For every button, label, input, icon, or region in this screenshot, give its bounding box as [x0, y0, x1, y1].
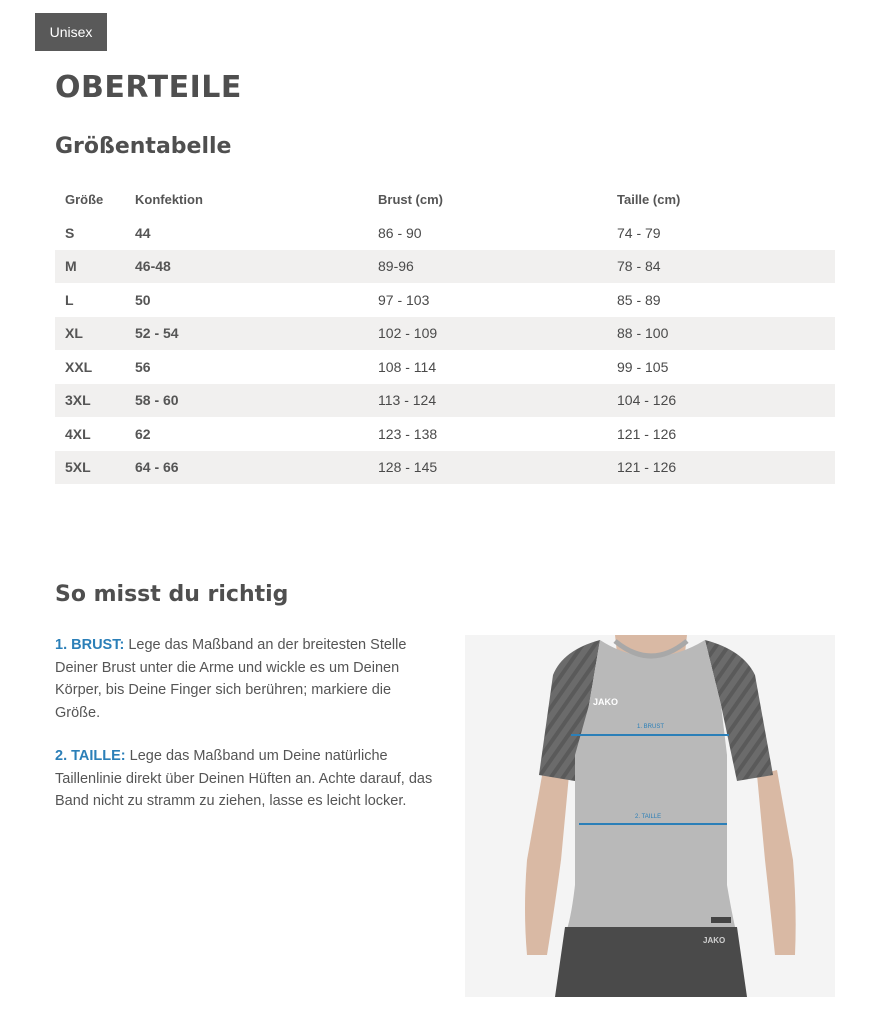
cell-konfektion: 56 [135, 358, 151, 375]
cell-brust: 108 - 114 [378, 358, 437, 375]
table-row [55, 384, 835, 418]
page-title: OBERTEILE [55, 70, 242, 105]
hem-tag [711, 917, 731, 923]
measurement-photo [465, 635, 835, 997]
cell-brust: 113 - 124 [368, 384, 607, 418]
table-row [55, 216, 835, 250]
column-header-size: Größe [65, 192, 104, 207]
cell-konfektion: 64 - 66 [125, 451, 368, 485]
cell-konfektion: 62 [135, 425, 151, 442]
cell-taille: 99 - 105 [617, 358, 669, 375]
size-table [55, 183, 835, 484]
table-row [55, 250, 835, 284]
taille-instruction [55, 745, 435, 813]
table-row [55, 317, 835, 351]
brust-line-label: 1. BRUST [637, 724, 665, 730]
taille-line-label: 2. TAILLE [635, 814, 662, 820]
cell-size: XL [55, 317, 125, 351]
size-table-title: Größentabelle [55, 134, 232, 159]
brust-label: 1. BRUST: [55, 637, 125, 653]
cell-taille: 78 - 84 [607, 250, 835, 284]
column-header-taille: Taille (cm) [617, 192, 681, 207]
cell-brust: 97 - 103 [378, 291, 430, 308]
cell-konfektion: 44 [135, 224, 151, 241]
table-header-row [55, 183, 835, 216]
unisex-tab[interactable]: Unisex [35, 13, 107, 51]
cell-taille: 88 - 100 [607, 317, 835, 351]
table-row [55, 350, 835, 384]
cell-brust: 128 - 145 [368, 451, 607, 485]
table-row [55, 451, 835, 485]
chest-brand: JAKO [593, 697, 619, 707]
shirt-illustration [465, 635, 835, 997]
cell-taille: 121 - 126 [607, 451, 835, 485]
measure-title: So misst du richtig [55, 582, 289, 607]
shorts-brand: JAKO [703, 936, 726, 945]
cell-taille: 121 - 126 [617, 425, 677, 442]
cell-brust: 123 - 138 [378, 425, 438, 442]
cell-brust: 86 - 90 [378, 224, 422, 241]
table-row [55, 417, 835, 451]
cell-konfektion: 52 - 54 [125, 317, 368, 351]
cell-size: M [55, 250, 125, 284]
cell-konfektion: 46-48 [125, 250, 368, 284]
cell-taille: 74 - 79 [617, 224, 661, 241]
taille-text: Lege das Maßband um Deine natürliche Taillenlinie direkt über Deinen Hüften an. Achte darauf, das Band nicht zu stramm zu ziehen, lasse es leicht locker. [55, 748, 433, 809]
cell-size: 3XL [55, 384, 125, 418]
cell-size: S [65, 224, 75, 241]
brust-instruction [55, 634, 435, 724]
table-row [55, 283, 835, 317]
cell-size: L [65, 291, 74, 308]
cell-taille: 85 - 89 [617, 291, 661, 308]
cell-brust: 102 - 109 [368, 317, 607, 351]
column-header-konfektion: Konfektion [135, 192, 203, 207]
cell-size: XXL [65, 358, 93, 375]
column-header-brust: Brust (cm) [378, 192, 444, 207]
cell-size: 4XL [65, 425, 91, 442]
cell-brust: 89-96 [368, 250, 607, 284]
cell-size: 5XL [55, 451, 125, 485]
cell-konfektion: 50 [135, 291, 151, 308]
taille-label: 2. TAILLE: [55, 748, 126, 764]
cell-taille: 104 - 126 [607, 384, 835, 418]
brust-text: Lege das Maßband an der breitesten Stelle Deiner Brust unter die Arme und wickle es um Deinen Körper, bis Deine Finger sich berühren; markiere die Größe. [55, 637, 407, 721]
cell-konfektion: 58 - 60 [125, 384, 368, 418]
